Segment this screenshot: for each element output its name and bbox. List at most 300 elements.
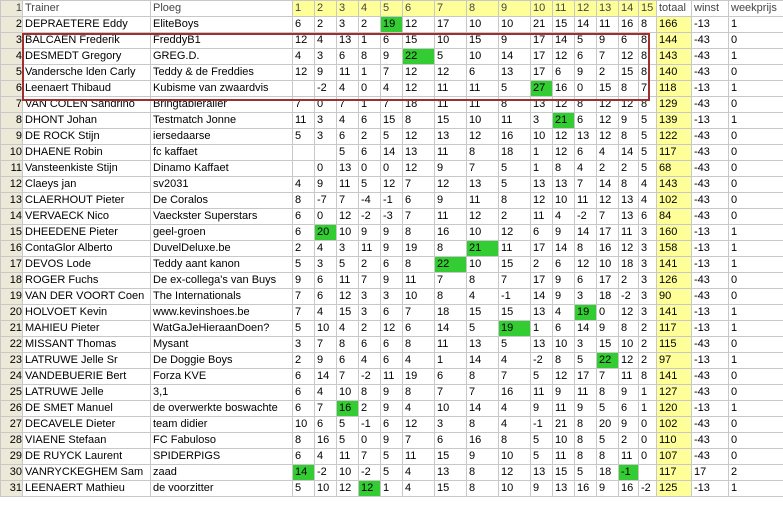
- score-cell[interactable]: 16: [499, 129, 531, 145]
- trainer-cell[interactable]: Vandersche lden Carly: [23, 65, 151, 81]
- score-cell[interactable]: 9: [315, 177, 337, 193]
- score-cell[interactable]: 5: [381, 449, 403, 465]
- score-cell[interactable]: 10: [467, 257, 499, 273]
- score-cell[interactable]: 14: [531, 289, 553, 305]
- score-cell[interactable]: 9: [531, 481, 553, 497]
- score-cell[interactable]: 9: [315, 353, 337, 369]
- score-cell[interactable]: 2: [359, 321, 381, 337]
- score-cell[interactable]: 18: [435, 305, 467, 321]
- score-cell[interactable]: 3: [315, 49, 337, 65]
- weekprijs-cell[interactable]: 0: [729, 65, 783, 81]
- score-cell[interactable]: 12: [531, 193, 553, 209]
- column-header[interactable]: Trainer: [23, 1, 151, 17]
- score-cell[interactable]: 7: [359, 273, 381, 289]
- ploeg-cell[interactable]: zaad: [151, 465, 293, 481]
- totaal-cell[interactable]: 117: [657, 321, 692, 337]
- score-cell[interactable]: -2: [619, 289, 639, 305]
- score-cell[interactable]: 10: [553, 193, 575, 209]
- score-cell[interactable]: 8: [639, 97, 657, 113]
- ploeg-cell[interactable]: Dinamo Kaffaet: [151, 161, 293, 177]
- ploeg-cell[interactable]: WatGaJeHieraanDoen?: [151, 321, 293, 337]
- trainer-cell[interactable]: MISSANT Thomas: [23, 337, 151, 353]
- score-cell[interactable]: 9: [553, 289, 575, 305]
- winst-cell[interactable]: -43: [692, 129, 729, 145]
- row-number[interactable]: 29: [1, 449, 23, 465]
- score-cell[interactable]: 4: [467, 289, 499, 305]
- winst-cell[interactable]: -43: [692, 449, 729, 465]
- score-cell[interactable]: 7: [337, 369, 359, 385]
- score-cell[interactable]: 12: [597, 193, 619, 209]
- score-cell[interactable]: 4: [639, 177, 657, 193]
- score-cell[interactable]: 11: [435, 337, 467, 353]
- totaal-cell[interactable]: 129: [657, 97, 692, 113]
- score-cell[interactable]: 18: [499, 145, 531, 161]
- score-cell[interactable]: 2: [315, 17, 337, 33]
- score-cell[interactable]: 13: [575, 129, 597, 145]
- score-cell[interactable]: 3: [639, 289, 657, 305]
- score-cell[interactable]: 3: [435, 417, 467, 433]
- score-cell[interactable]: 5: [293, 257, 315, 273]
- totaal-cell[interactable]: 117: [657, 145, 692, 161]
- score-cell[interactable]: 7: [337, 193, 359, 209]
- score-cell[interactable]: 3: [315, 257, 337, 273]
- totaal-cell[interactable]: 141: [657, 369, 692, 385]
- row-number[interactable]: 14: [1, 209, 23, 225]
- score-cell[interactable]: 15: [435, 113, 467, 129]
- row-number[interactable]: 21: [1, 321, 23, 337]
- score-cell[interactable]: 2: [293, 241, 315, 257]
- score-cell[interactable]: 6: [315, 273, 337, 289]
- trainer-cell[interactable]: DEPRAETERE Eddy: [23, 17, 151, 33]
- trainer-cell[interactable]: DHEEDENE Pieter: [23, 225, 151, 241]
- row-number[interactable]: 13: [1, 193, 23, 209]
- score-cell[interactable]: 8: [575, 417, 597, 433]
- score-cell[interactable]: 1: [359, 33, 381, 49]
- score-cell[interactable]: 0: [359, 433, 381, 449]
- score-cell[interactable]: 17: [575, 369, 597, 385]
- winst-cell[interactable]: -13: [692, 113, 729, 129]
- score-cell[interactable]: 12: [435, 65, 467, 81]
- score-cell[interactable]: 10: [467, 17, 499, 33]
- weekprijs-cell[interactable]: 2: [729, 465, 783, 481]
- score-cell[interactable]: 9: [315, 65, 337, 81]
- score-cell[interactable]: 8: [499, 433, 531, 449]
- score-cell[interactable]: -2: [531, 353, 553, 369]
- score-cell[interactable]: 12: [359, 481, 381, 497]
- score-cell[interactable]: 15: [381, 113, 403, 129]
- weekprijs-cell[interactable]: 0: [729, 417, 783, 433]
- winst-cell[interactable]: 17: [692, 465, 729, 481]
- column-header[interactable]: 2: [315, 1, 337, 17]
- score-cell[interactable]: 8: [619, 321, 639, 337]
- score-cell[interactable]: 17: [531, 65, 553, 81]
- weekprijs-cell[interactable]: 1: [729, 225, 783, 241]
- score-cell[interactable]: 6: [575, 49, 597, 65]
- ploeg-cell[interactable]: geel-groen: [151, 225, 293, 241]
- ploeg-cell[interactable]: Vaeckster Superstars: [151, 209, 293, 225]
- score-cell[interactable]: 6: [435, 433, 467, 449]
- score-cell[interactable]: 2: [531, 257, 553, 273]
- score-cell[interactable]: 11: [435, 145, 467, 161]
- score-cell[interactable]: 5: [499, 337, 531, 353]
- winst-cell[interactable]: -43: [692, 161, 729, 177]
- score-cell[interactable]: -1: [499, 289, 531, 305]
- weekprijs-cell[interactable]: 0: [729, 97, 783, 113]
- score-cell[interactable]: 7: [381, 97, 403, 113]
- ploeg-cell[interactable]: 3,1: [151, 385, 293, 401]
- totaal-cell[interactable]: 126: [657, 273, 692, 289]
- ploeg-cell[interactable]: De ex-collega's van Buys: [151, 273, 293, 289]
- score-cell[interactable]: 2: [639, 321, 657, 337]
- weekprijs-cell[interactable]: 1: [729, 305, 783, 321]
- score-cell[interactable]: 9: [381, 433, 403, 449]
- score-cell[interactable]: 4: [403, 401, 435, 417]
- score-cell[interactable]: 8: [575, 97, 597, 113]
- score-cell[interactable]: 0: [315, 209, 337, 225]
- score-cell[interactable]: 12: [403, 129, 435, 145]
- score-cell[interactable]: 3: [639, 257, 657, 273]
- row-number[interactable]: 8: [1, 113, 23, 129]
- score-cell[interactable]: 15: [553, 17, 575, 33]
- row-number[interactable]: 27: [1, 417, 23, 433]
- score-cell[interactable]: 11: [403, 449, 435, 465]
- score-cell[interactable]: 17: [597, 273, 619, 289]
- score-cell[interactable]: 8: [499, 97, 531, 113]
- weekprijs-cell[interactable]: 0: [729, 177, 783, 193]
- winst-cell[interactable]: -13: [692, 481, 729, 497]
- score-cell[interactable]: 10: [499, 17, 531, 33]
- trainer-cell[interactable]: DE RUYCK Laurent: [23, 449, 151, 465]
- trainer-cell[interactable]: Claeys jan: [23, 177, 151, 193]
- score-cell[interactable]: 9: [619, 385, 639, 401]
- score-cell[interactable]: 5: [435, 49, 467, 65]
- score-cell[interactable]: -1: [359, 417, 381, 433]
- winst-cell[interactable]: -43: [692, 209, 729, 225]
- trainer-cell[interactable]: VIAENE Stefaan: [23, 433, 151, 449]
- score-cell[interactable]: 7: [403, 305, 435, 321]
- score-cell[interactable]: 10: [293, 417, 315, 433]
- score-cell[interactable]: 8: [639, 49, 657, 65]
- score-cell[interactable]: 10: [337, 465, 359, 481]
- score-cell[interactable]: 7: [639, 81, 657, 97]
- totaal-cell[interactable]: 115: [657, 337, 692, 353]
- score-cell[interactable]: 14: [553, 241, 575, 257]
- score-cell[interactable]: 6: [293, 225, 315, 241]
- score-cell[interactable]: 8: [435, 241, 467, 257]
- score-cell[interactable]: 12: [403, 17, 435, 33]
- totaal-cell[interactable]: 141: [657, 257, 692, 273]
- score-cell[interactable]: 10: [531, 129, 553, 145]
- score-cell[interactable]: 11: [575, 193, 597, 209]
- score-cell[interactable]: 3: [315, 129, 337, 145]
- score-cell[interactable]: -3: [381, 209, 403, 225]
- score-cell[interactable]: -1: [531, 417, 553, 433]
- totaal-cell[interactable]: 102: [657, 193, 692, 209]
- score-cell[interactable]: 14: [575, 225, 597, 241]
- ploeg-cell[interactable]: de overwerkte boswachte: [151, 401, 293, 417]
- score-cell[interactable]: 14: [553, 33, 575, 49]
- score-cell[interactable]: 10: [315, 321, 337, 337]
- score-cell[interactable]: 12: [597, 113, 619, 129]
- ploeg-cell[interactable]: Teddy & de Freddies: [151, 65, 293, 81]
- score-cell[interactable]: 11: [619, 369, 639, 385]
- weekprijs-cell[interactable]: 1: [729, 17, 783, 33]
- score-cell[interactable]: 16: [619, 17, 639, 33]
- score-cell[interactable]: 1: [435, 353, 467, 369]
- score-cell[interactable]: 3: [337, 17, 359, 33]
- score-cell[interactable]: 8: [553, 353, 575, 369]
- score-cell[interactable]: -4: [359, 193, 381, 209]
- ploeg-cell[interactable]: Mysant: [151, 337, 293, 353]
- score-cell[interactable]: 10: [499, 449, 531, 465]
- ploeg-cell[interactable]: Bringtabieralier: [151, 97, 293, 113]
- score-cell[interactable]: 4: [315, 241, 337, 257]
- score-cell[interactable]: 8: [467, 369, 499, 385]
- score-cell[interactable]: 12: [381, 321, 403, 337]
- totaal-cell[interactable]: 120: [657, 401, 692, 417]
- score-cell[interactable]: 17: [531, 273, 553, 289]
- score-cell[interactable]: 17: [531, 33, 553, 49]
- score-cell[interactable]: 17: [597, 225, 619, 241]
- score-cell[interactable]: 14: [467, 401, 499, 417]
- score-cell[interactable]: 13: [553, 177, 575, 193]
- score-cell[interactable]: 12: [597, 97, 619, 113]
- score-cell[interactable]: 6: [359, 337, 381, 353]
- score-cell[interactable]: 7: [499, 273, 531, 289]
- score-cell[interactable]: 3: [639, 225, 657, 241]
- row-number[interactable]: 17: [1, 257, 23, 273]
- score-cell[interactable]: 11: [293, 113, 315, 129]
- trainer-cell[interactable]: CLAERHOUT Pieter: [23, 193, 151, 209]
- score-cell[interactable]: 14: [597, 177, 619, 193]
- ploeg-cell[interactable]: Forza KVE: [151, 369, 293, 385]
- totaal-cell[interactable]: 97: [657, 353, 692, 369]
- score-cell[interactable]: 13: [619, 193, 639, 209]
- score-cell[interactable]: -2: [575, 209, 597, 225]
- score-cell[interactable]: 12: [337, 209, 359, 225]
- score-cell[interactable]: 5: [639, 161, 657, 177]
- winst-cell[interactable]: -43: [692, 193, 729, 209]
- score-cell[interactable]: 6: [293, 401, 315, 417]
- score-cell[interactable]: 15: [619, 65, 639, 81]
- score-cell[interactable]: 2: [359, 17, 381, 33]
- row-number[interactable]: 26: [1, 401, 23, 417]
- score-cell[interactable]: 6: [575, 113, 597, 129]
- column-header[interactable]: 6: [403, 1, 435, 17]
- score-cell[interactable]: 9: [531, 401, 553, 417]
- score-cell[interactable]: 16: [575, 481, 597, 497]
- score-cell[interactable]: 2: [619, 161, 639, 177]
- score-cell[interactable]: 5: [575, 33, 597, 49]
- score-cell[interactable]: 4: [403, 353, 435, 369]
- score-cell[interactable]: 4: [337, 81, 359, 97]
- score-cell[interactable]: 15: [597, 337, 619, 353]
- winst-cell[interactable]: -43: [692, 273, 729, 289]
- score-cell[interactable]: 5: [293, 481, 315, 497]
- score-cell[interactable]: 11: [337, 177, 359, 193]
- trainer-cell[interactable]: BALCAEN Frederik: [23, 33, 151, 49]
- score-cell[interactable]: 15: [553, 465, 575, 481]
- score-cell[interactable]: 8: [359, 49, 381, 65]
- score-cell[interactable]: 2: [597, 161, 619, 177]
- score-cell[interactable]: 22: [435, 257, 467, 273]
- score-cell[interactable]: 21: [553, 113, 575, 129]
- row-number[interactable]: 20: [1, 305, 23, 321]
- score-cell[interactable]: -2: [359, 209, 381, 225]
- totaal-cell[interactable]: 125: [657, 481, 692, 497]
- trainer-cell[interactable]: VANRYCKEGHEM Sam: [23, 465, 151, 481]
- score-cell[interactable]: 7: [435, 273, 467, 289]
- score-cell[interactable]: 20: [315, 225, 337, 241]
- totaal-cell[interactable]: 160: [657, 225, 692, 241]
- ploeg-cell[interactable]: Teddy aant kanon: [151, 257, 293, 273]
- score-cell[interactable]: 11: [619, 449, 639, 465]
- score-cell[interactable]: 1: [639, 385, 657, 401]
- column-header[interactable]: 12: [575, 1, 597, 17]
- score-cell[interactable]: 9: [293, 273, 315, 289]
- score-cell[interactable]: 3: [337, 241, 359, 257]
- column-header[interactable]: 9: [499, 1, 531, 17]
- score-cell[interactable]: 11: [499, 241, 531, 257]
- score-cell[interactable]: -7: [315, 193, 337, 209]
- score-cell[interactable]: 6: [359, 145, 381, 161]
- score-cell[interactable]: 5: [337, 145, 359, 161]
- score-cell[interactable]: 6: [293, 449, 315, 465]
- score-cell[interactable]: 5: [639, 145, 657, 161]
- winst-cell[interactable]: -43: [692, 33, 729, 49]
- score-cell[interactable]: 15: [337, 305, 359, 321]
- score-cell[interactable]: 20: [597, 417, 619, 433]
- score-cell[interactable]: 4: [553, 209, 575, 225]
- score-cell[interactable]: 7: [467, 161, 499, 177]
- row-number[interactable]: 18: [1, 273, 23, 289]
- score-cell[interactable]: 7: [293, 97, 315, 113]
- ploeg-cell[interactable]: iersedaarse: [151, 129, 293, 145]
- score-cell[interactable]: 6: [359, 113, 381, 129]
- totaal-cell[interactable]: 143: [657, 49, 692, 65]
- score-cell[interactable]: 22: [403, 49, 435, 65]
- score-cell[interactable]: -2: [315, 81, 337, 97]
- row-number[interactable]: 1: [1, 1, 23, 17]
- column-header[interactable]: 1: [293, 1, 315, 17]
- score-cell[interactable]: 12: [435, 177, 467, 193]
- score-cell[interactable]: 21: [531, 17, 553, 33]
- score-cell[interactable]: 11: [575, 385, 597, 401]
- score-cell[interactable]: 17: [435, 17, 467, 33]
- score-cell[interactable]: 12: [553, 97, 575, 113]
- score-cell[interactable]: 6: [381, 417, 403, 433]
- score-cell[interactable]: 4: [359, 353, 381, 369]
- row-number[interactable]: 10: [1, 145, 23, 161]
- score-cell[interactable]: 11: [553, 401, 575, 417]
- winst-cell[interactable]: -13: [692, 401, 729, 417]
- score-cell[interactable]: 10: [467, 225, 499, 241]
- score-cell[interactable]: 12: [337, 289, 359, 305]
- score-cell[interactable]: 3: [359, 289, 381, 305]
- score-cell[interactable]: 6: [575, 273, 597, 289]
- score-cell[interactable]: 0: [359, 81, 381, 97]
- weekprijs-cell[interactable]: 1: [729, 241, 783, 257]
- weekprijs-cell[interactable]: 0: [729, 145, 783, 161]
- score-cell[interactable]: 12: [293, 65, 315, 81]
- score-cell[interactable]: 12: [575, 257, 597, 273]
- score-cell[interactable]: 8: [467, 417, 499, 433]
- weekprijs-cell[interactable]: 0: [729, 449, 783, 465]
- trainer-cell[interactable]: DHONT Johan: [23, 113, 151, 129]
- score-cell[interactable]: 11: [435, 97, 467, 113]
- score-cell[interactable]: 2: [293, 353, 315, 369]
- score-cell[interactable]: 2: [499, 209, 531, 225]
- score-cell[interactable]: 8: [467, 145, 499, 161]
- score-cell[interactable]: 6: [337, 129, 359, 145]
- score-cell[interactable]: 27: [531, 81, 553, 97]
- winst-cell[interactable]: -43: [692, 49, 729, 65]
- score-cell[interactable]: 14: [575, 17, 597, 33]
- score-cell[interactable]: 12: [619, 305, 639, 321]
- weekprijs-cell[interactable]: 1: [729, 257, 783, 273]
- score-cell[interactable]: 5: [597, 401, 619, 417]
- score-cell[interactable]: 13: [531, 97, 553, 113]
- score-cell[interactable]: 14: [619, 145, 639, 161]
- score-cell[interactable]: 1: [639, 401, 657, 417]
- score-cell[interactable]: 8: [639, 33, 657, 49]
- score-cell[interactable]: -2: [359, 369, 381, 385]
- score-cell[interactable]: 6: [293, 209, 315, 225]
- score-cell[interactable]: 13: [403, 145, 435, 161]
- winst-cell[interactable]: -13: [692, 225, 729, 241]
- score-cell[interactable]: 6: [381, 337, 403, 353]
- score-cell[interactable]: 9: [467, 449, 499, 465]
- score-cell[interactable]: 15: [435, 481, 467, 497]
- totaal-cell[interactable]: 127: [657, 385, 692, 401]
- score-cell[interactable]: 13: [467, 337, 499, 353]
- weekprijs-cell[interactable]: 1: [729, 113, 783, 129]
- trainer-cell[interactable]: ROGER Fuchs: [23, 273, 151, 289]
- winst-cell[interactable]: -13: [692, 17, 729, 33]
- totaal-cell[interactable]: 166: [657, 17, 692, 33]
- score-cell[interactable]: 11: [381, 369, 403, 385]
- score-cell[interactable]: 2: [359, 401, 381, 417]
- column-header[interactable]: weekprijs: [729, 1, 783, 17]
- totaal-cell[interactable]: 140: [657, 65, 692, 81]
- score-cell[interactable]: 10: [553, 433, 575, 449]
- score-cell[interactable]: 8: [467, 273, 499, 289]
- score-cell[interactable]: 12: [619, 97, 639, 113]
- trainer-cell[interactable]: VERVAECK Nico: [23, 209, 151, 225]
- score-cell[interactable]: 0: [359, 161, 381, 177]
- totaal-cell[interactable]: 90: [657, 289, 692, 305]
- ploeg-cell[interactable]: EliteBoys: [151, 17, 293, 33]
- score-cell[interactable]: 9: [619, 113, 639, 129]
- score-cell[interactable]: 6: [381, 353, 403, 369]
- score-cell[interactable]: 4: [315, 385, 337, 401]
- score-cell[interactable]: 6: [293, 17, 315, 33]
- column-header[interactable]: 10: [531, 1, 553, 17]
- score-cell[interactable]: 6: [531, 225, 553, 241]
- winst-cell[interactable]: -43: [692, 97, 729, 113]
- score-cell[interactable]: 21: [467, 241, 499, 257]
- row-number[interactable]: 23: [1, 353, 23, 369]
- column-header[interactable]: 14: [619, 1, 639, 17]
- score-cell[interactable]: 14: [381, 145, 403, 161]
- ploeg-cell[interactable]: Testmatch Jonne: [151, 113, 293, 129]
- score-cell[interactable]: 4: [499, 353, 531, 369]
- score-cell[interactable]: 11: [531, 209, 553, 225]
- score-cell[interactable]: 5: [359, 177, 381, 193]
- score-cell[interactable]: 9: [553, 385, 575, 401]
- score-cell[interactable]: 8: [467, 465, 499, 481]
- ploeg-cell[interactable]: DuvelDeluxe.be: [151, 241, 293, 257]
